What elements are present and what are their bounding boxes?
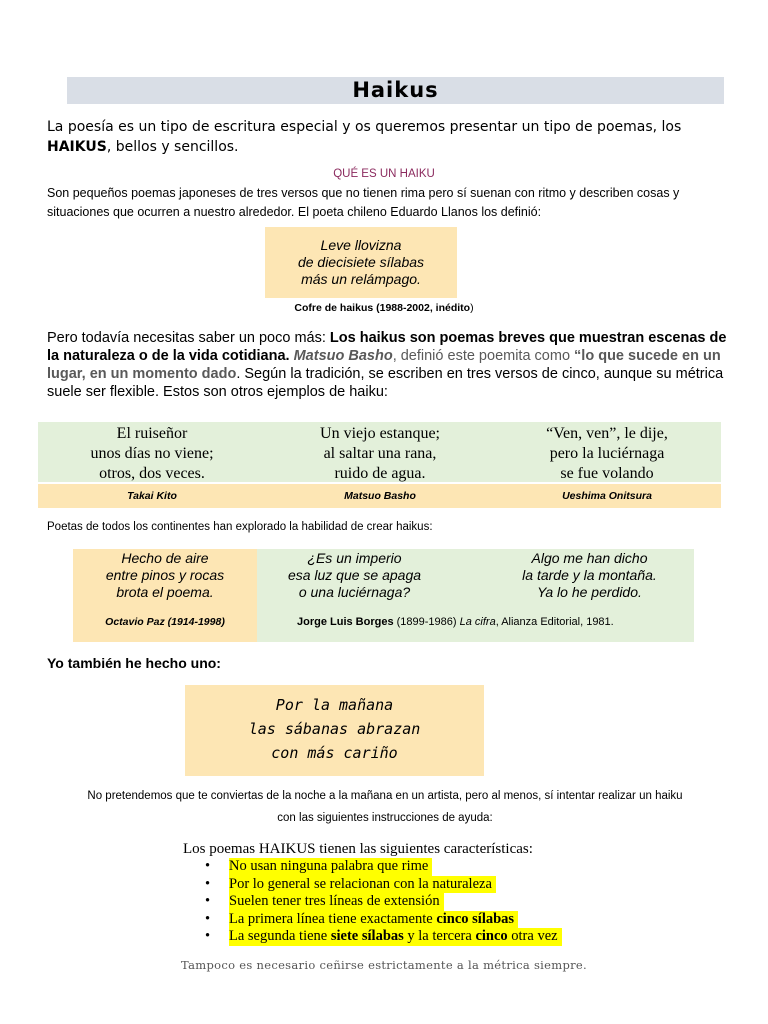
haiku-borges-2 <box>467 550 712 601</box>
haiku-line: Leve llovizna <box>320 237 402 253</box>
list-item-text: Suelen tener tres líneas de extensión <box>229 893 444 911</box>
intro-text-1: La poesía es un tipo de escritura especial y os queremos presentar un tipo de poemas, los <box>47 119 682 135</box>
borges-book: La cifra <box>459 616 496 628</box>
llanos-haiku-box <box>265 227 457 298</box>
borges-publisher: , Alianza Editorial, 1981. <box>495 616 614 628</box>
haiku-line: con más cariño <box>271 744 398 762</box>
haiku-line: o una luciérnaga? <box>298 584 411 600</box>
haiku-paz <box>73 550 257 601</box>
haiku-line: al saltar una rana, <box>323 445 437 462</box>
borges-haiku-box <box>257 549 694 642</box>
author-onitsura: Ueshima Onitsura <box>562 490 652 502</box>
instructions-line-1: No pretendemos que te conviertas de la noche a la mañana en un artista, pero al menos, sí intentar realizar un haiku <box>87 790 683 802</box>
haiku-onitsura <box>493 422 721 484</box>
instructions-line-2: con las siguientes instrucciones de ayuda: <box>277 812 493 824</box>
definition-paragraph: Son pequeños poemas japoneses de tres versos que no tienen rima pero sí suenan con ritmo y describen cosas y situaciones que ocurren a nuestro alrededor. El poeta chileno Eduardo Llanos los definió: <box>47 186 680 219</box>
para2-s2: Los haikus son poemas breves que muestran escenas de la naturaleza o de la vida cotidiana. <box>47 330 727 364</box>
para2-s8: . Estos son otros ejemplos de haiku: <box>155 384 388 400</box>
bullet-icon: • <box>205 858 211 874</box>
author-paz: Octavio Paz (1914-1998) <box>105 616 225 628</box>
haiku-line: pero la luciérnaga <box>549 445 665 462</box>
para2-s6: “lo que sucede en un lugar, en un momento dado <box>47 348 721 382</box>
japanese-haiku-table <box>38 422 721 482</box>
para2-s5: , definió este poemita como <box>392 348 575 364</box>
paz-haiku-box <box>73 549 257 642</box>
haiku-line: más un relámpago. <box>301 271 421 287</box>
haiku-line: El ruiseñor <box>116 425 188 442</box>
list-item <box>205 928 562 946</box>
author-basho: Matsuo Basho <box>344 490 416 502</box>
list-item <box>205 876 562 894</box>
haiku-line: esa luz que se apaga <box>287 567 422 583</box>
section-heading: QUÉ ES UN HAIKU <box>333 168 435 180</box>
intro-text-2: , bellos y sencillos. <box>106 139 239 155</box>
borges-name: Jorge Luis Borges <box>297 616 394 628</box>
bullet-icon: • <box>205 910 211 927</box>
haiku-line: Algo me han dicho <box>531 550 648 566</box>
characteristics-intro: Los poemas HAIKUS tienen las siguientes características: <box>183 841 533 857</box>
haiku-line: otros, dos veces. <box>99 465 205 482</box>
haiku-line: Por la mañana <box>275 696 394 714</box>
para2-s1: Pero todavía necesitas saber un poco más: <box>47 330 330 346</box>
list-item <box>205 911 562 929</box>
caption-text: Cofre de haikus (1988-2002, inédito <box>294 302 471 314</box>
haiku-line: Un viejo estanque; <box>320 425 440 442</box>
haiku-line: Ya lo he perdido. <box>537 584 642 600</box>
haiku-line: “Ven, ven”, le dije, <box>546 425 668 442</box>
haiku-line: ¿Es un imperio <box>307 550 402 566</box>
haiku-line: la tarde y la montaña. <box>522 567 657 583</box>
bullet-icon: • <box>205 928 211 944</box>
haiku-line: de diecisiete sílabas <box>297 254 425 270</box>
haiku-kito <box>38 422 266 484</box>
haiku-borges-1 <box>257 550 452 601</box>
list-item-text: La primera línea tiene exactamente cinco sílabas <box>229 911 518 929</box>
intro-bold: HAIKUS <box>47 139 107 155</box>
bullet-icon: • <box>205 893 211 909</box>
instructions-paragraph <box>40 785 730 829</box>
list-item-text: No usan ninguna palabra que rime <box>229 858 432 876</box>
haiku-line: ruido de agua. <box>334 465 426 482</box>
haiku-line: unos días no viene; <box>90 445 214 462</box>
own-haiku-box <box>185 685 484 776</box>
llanos-caption <box>0 302 768 314</box>
para2-s4: Matsuo Basho <box>293 348 393 364</box>
list-item <box>205 893 562 911</box>
bullet-icon: • <box>205 875 211 892</box>
own-haiku-heading: Yo también he hecho uno: <box>47 655 221 671</box>
explanation-paragraph <box>47 329 737 401</box>
characteristics-list <box>205 858 562 946</box>
borges-years: (1899-1986) <box>393 616 460 628</box>
page-title: Haikus <box>67 77 724 104</box>
haiku-line: se fue volando <box>560 465 654 482</box>
para2-s7: . Según la tradición, se escriben en tres versos de cinco, aunque su métrica suele ser flexible <box>47 366 724 400</box>
haiku-line: entre pinos y rocas <box>105 567 225 583</box>
closing-note: Tampoco es necesario ceñirse estrictamente a la métrica siempre. <box>181 958 587 972</box>
haiku-line: las sábanas abrazan <box>248 720 421 738</box>
borges-credit <box>297 616 614 628</box>
list-item <box>205 858 562 876</box>
haiku-line: brota el poema. <box>116 584 214 600</box>
haiku-basho <box>266 422 494 484</box>
haiku-line: Hecho de aire <box>121 550 209 566</box>
poets-paragraph: Poetas de todos los continentes han explorado la habilidad de crear haikus: <box>47 521 433 533</box>
list-item-text: La segunda tiene siete sílabas y la tercera cinco otra vez <box>229 928 562 946</box>
caption-paren: ) <box>470 302 474 314</box>
japanese-authors-row <box>38 484 721 508</box>
list-item-text: Por lo general se relacionan con la naturaleza <box>229 876 496 894</box>
author-kito: Takai Kito <box>127 490 177 502</box>
intro-paragraph <box>47 117 737 157</box>
